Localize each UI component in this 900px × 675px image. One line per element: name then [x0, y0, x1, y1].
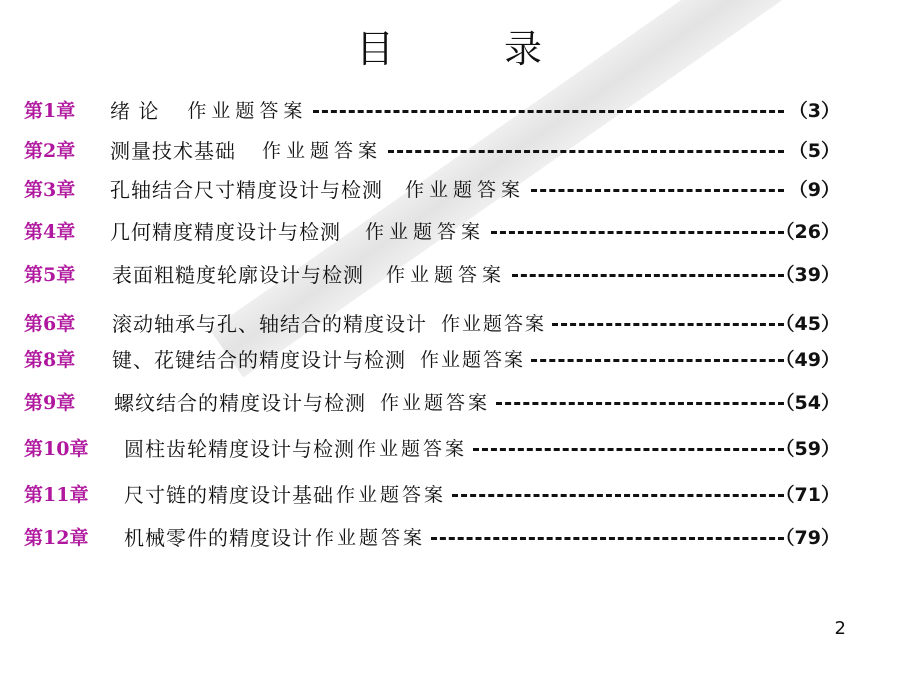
- toc-title: 键、花键结合的精度设计与检测: [112, 347, 406, 372]
- toc-page-ref: （71）: [775, 484, 840, 506]
- toc-leader: [313, 110, 784, 113]
- toc-leader: [531, 189, 784, 192]
- toc-leader: [388, 150, 784, 153]
- toc-entry[interactable]: [24, 92, 790, 126]
- toc-suffix: 作业题答案: [405, 178, 526, 201]
- toc-entry[interactable]: [24, 476, 790, 510]
- toc-title: 几何精度精度设计与检测: [110, 219, 341, 244]
- toc-leader: [531, 359, 784, 362]
- toc-chapter: 第2章: [24, 139, 76, 162]
- title-char-1: 目: [355, 27, 396, 71]
- toc-chapter: 第5章: [24, 263, 76, 286]
- toc-suffix: 作业题答案: [187, 99, 308, 122]
- title-char-2: 录: [504, 27, 545, 71]
- toc-chapter: 第4章: [24, 220, 76, 243]
- toc-page-ref: （54）: [775, 392, 840, 414]
- toc-chapter: 第12章: [24, 526, 89, 549]
- toc-suffix: 作业题答案: [386, 263, 507, 286]
- toc-leader: [491, 231, 784, 234]
- toc-leader: [452, 494, 784, 497]
- toc-title: 孔轴结合尺寸精度设计与检测: [110, 177, 383, 202]
- toc-chapter: 第1章: [24, 99, 76, 122]
- toc-entry[interactable]: [24, 132, 790, 166]
- toc-chapter: 第3章: [24, 178, 76, 201]
- toc-title: 机械零件的精度设计: [124, 525, 313, 550]
- toc-page-ref: （5）: [788, 140, 840, 162]
- toc-leader: [552, 323, 784, 326]
- toc-chapter: 第6章: [24, 312, 76, 335]
- toc-chapter: 第8章: [24, 348, 76, 371]
- toc-entry[interactable]: [24, 430, 790, 464]
- toc-suffix: 作业题答案: [357, 437, 468, 460]
- toc-entry[interactable]: [24, 213, 790, 247]
- toc-suffix: 作业题答案: [365, 220, 486, 243]
- toc-entry[interactable]: [24, 519, 790, 553]
- toc-suffix: 作业题答案: [262, 139, 383, 162]
- toc-title: 绪 论: [110, 98, 160, 123]
- toc-page-ref: （26）: [775, 221, 840, 243]
- toc-title: 测量技术基础: [110, 138, 236, 163]
- toc-title: 尺寸链的精度设计基础: [124, 482, 334, 507]
- toc-page-ref: （39）: [775, 264, 840, 286]
- toc-page-ref: （9）: [788, 179, 840, 201]
- toc-title: 圆柱齿轮精度设计与检测: [124, 436, 355, 461]
- toc-chapter: 第9章: [24, 391, 76, 414]
- toc-page-ref: （79）: [775, 527, 840, 549]
- toc-entry[interactable]: [24, 384, 790, 418]
- toc-entry[interactable]: [24, 171, 790, 205]
- toc-chapter: 第10章: [24, 437, 89, 460]
- toc-title: 滚动轴承与孔、轴结合的精度设计: [112, 311, 427, 336]
- toc-page-ref: （3）: [788, 100, 840, 122]
- toc-leader: [473, 448, 784, 451]
- toc-title: 表面粗糙度轮廓设计与检测: [112, 262, 364, 287]
- toc-leader: [512, 274, 784, 277]
- toc-suffix: 作业题答案: [441, 312, 547, 335]
- toc-entry[interactable]: [24, 305, 790, 339]
- page-number: 2: [834, 618, 846, 639]
- toc-title: 螺纹结合的精度设计与检测: [114, 390, 366, 415]
- toc-suffix: 作业题答案: [336, 483, 447, 506]
- toc-suffix: 作业题答案: [380, 391, 491, 414]
- toc-suffix: 作业题答案: [420, 348, 526, 371]
- toc-leader: [431, 537, 784, 540]
- toc-leader: [496, 402, 784, 405]
- toc-page-ref: （45）: [775, 313, 840, 335]
- toc-entry[interactable]: [24, 256, 790, 290]
- toc-suffix: 作业题答案: [315, 526, 426, 549]
- toc-page-ref: （49）: [775, 349, 840, 371]
- toc-chapter: 第11章: [24, 483, 89, 506]
- toc-entry[interactable]: [24, 341, 790, 375]
- toc-page-ref: （59）: [775, 438, 840, 460]
